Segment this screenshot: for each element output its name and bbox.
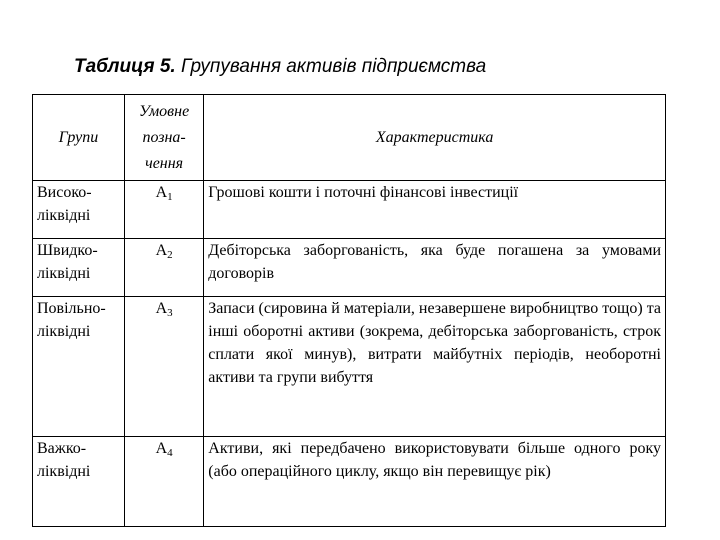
code-cell: $А_2$ <box>124 239 203 297</box>
header-code-line: чення <box>145 154 184 172</box>
description-cell: Грошові кошти і поточні фінансові інвестиції <box>204 181 666 239</box>
group-cell: Повільно- ліквідні <box>33 297 125 437</box>
header-code-line: Умовне <box>139 102 190 120</box>
description-cell: Запаси (сировина й матеріали, незавершене виробництво тощо) та інші оборотні активи (зокрема, дебіторська заборгованість, строк сплати якої минув), витрати майбутніх періодів, необоротні активи та групи вибуття <box>204 297 666 437</box>
header-code-line: позна- <box>142 128 186 146</box>
header-groups: Групи <box>33 95 125 181</box>
description-cell: Дебіторська заборгованість, яка буде погашена за умовами договорів <box>204 239 666 297</box>
header-code <box>124 95 203 181</box>
table-row <box>33 181 666 239</box>
description-cell: Активи, які передбачено використовувати більше одного року (або операційного циклу, якщо він перевищує рік) <box>204 437 666 527</box>
header-row <box>33 95 666 181</box>
table-row <box>33 239 666 297</box>
table-number: Таблиця 5. <box>74 56 176 77</box>
header-characteristic: Характеристика <box>204 95 666 181</box>
table-title: Групування активів підприємства <box>175 56 487 77</box>
group-cell: Швидко- ліквідні <box>33 239 125 297</box>
group-cell: Важко- ліквідні <box>33 437 125 527</box>
table-row <box>33 437 666 527</box>
code-cell: $А_4$ <box>124 437 203 527</box>
code-cell: $А_3$ <box>124 297 203 437</box>
group-cell: Високо- ліквідні <box>33 181 125 239</box>
asset-grouping-table <box>32 94 666 527</box>
code-cell: $А_1$ <box>124 181 203 239</box>
table-row <box>33 297 666 437</box>
table-caption <box>74 56 486 78</box>
